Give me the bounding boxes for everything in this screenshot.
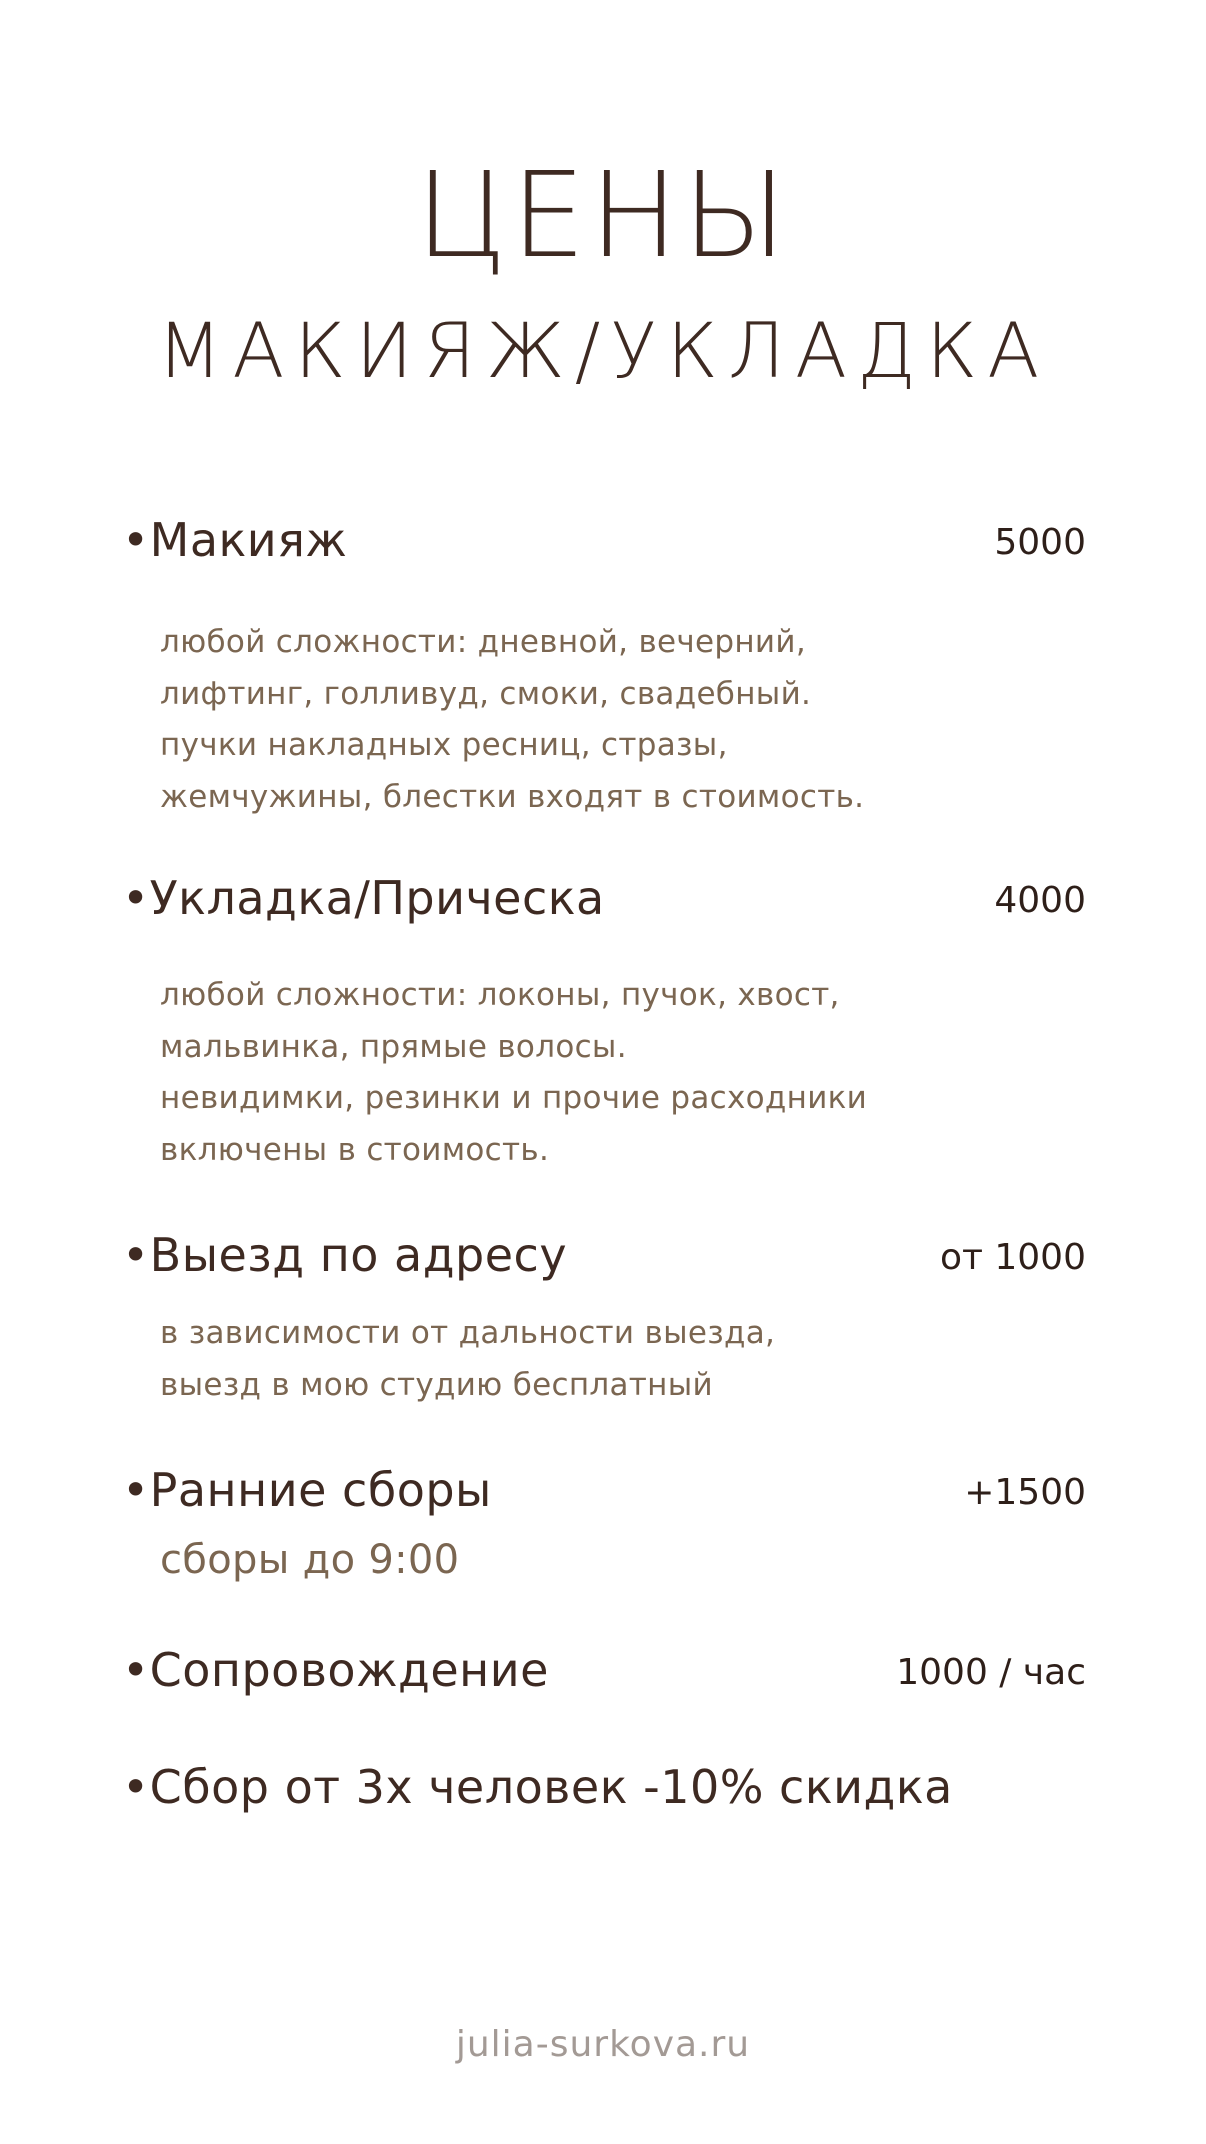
item-price: 5000 xyxy=(994,522,1086,563)
description-line: включены в стоимость. xyxy=(160,1131,550,1168)
item-name: •Макияж xyxy=(122,513,348,567)
price-item-makeup xyxy=(0,505,1206,575)
item-price: от 1000 xyxy=(939,1237,1086,1278)
description-line: в зависимости от дальности выезда, xyxy=(160,1315,776,1351)
item-description xyxy=(160,1530,459,1590)
item-price: 1000 / час xyxy=(896,1652,1086,1693)
item-name: •Сопровождение xyxy=(122,1643,549,1697)
price-item-early xyxy=(0,1455,1206,1525)
description-line: сборы до 9:00 xyxy=(160,1537,460,1583)
description-line: выезд в мою студию бесплатный xyxy=(160,1366,713,1403)
item-description xyxy=(160,617,864,823)
item-name: •Выезд по адресу xyxy=(122,1228,568,1282)
page-title: ЦЕНЫ xyxy=(415,146,791,284)
item-description xyxy=(160,970,867,1176)
price-item-accompaniment xyxy=(0,1635,1206,1705)
item-price: +1500 xyxy=(964,1472,1086,1513)
description-line: лифтинг, голливуд, смоки, свадебный. xyxy=(160,675,812,712)
description-line: любой сложности: дневной, вечерний, xyxy=(160,624,806,660)
item-name: •Сбор от 3х человек -10% скидка xyxy=(122,1760,953,1814)
description-line: жемчужины, блестки входят в стоимость. xyxy=(160,778,865,815)
description-line: мальвинка, прямые волосы. xyxy=(160,1028,627,1065)
item-price: 4000 xyxy=(994,880,1086,921)
item-name: •Ранние сборы xyxy=(122,1463,492,1517)
description-line: любой сложности: локоны, пучок, хвост, xyxy=(160,977,840,1013)
item-description xyxy=(160,1308,775,1411)
website-link[interactable]: julia-surkova.ru xyxy=(455,2024,751,2065)
price-item-group-discount xyxy=(0,1752,1206,1822)
item-name: •Укладка/Прическа xyxy=(122,871,605,925)
page-subtitle: МАКИЯЖ/УКЛАДКА xyxy=(156,306,1050,395)
description-line: невидимки, резинки и прочие расходники xyxy=(160,1080,868,1116)
price-item-hairstyle xyxy=(0,863,1206,933)
description-line: пучки накладных ресниц, стразы, xyxy=(160,727,728,763)
price-item-travel xyxy=(0,1220,1206,1290)
